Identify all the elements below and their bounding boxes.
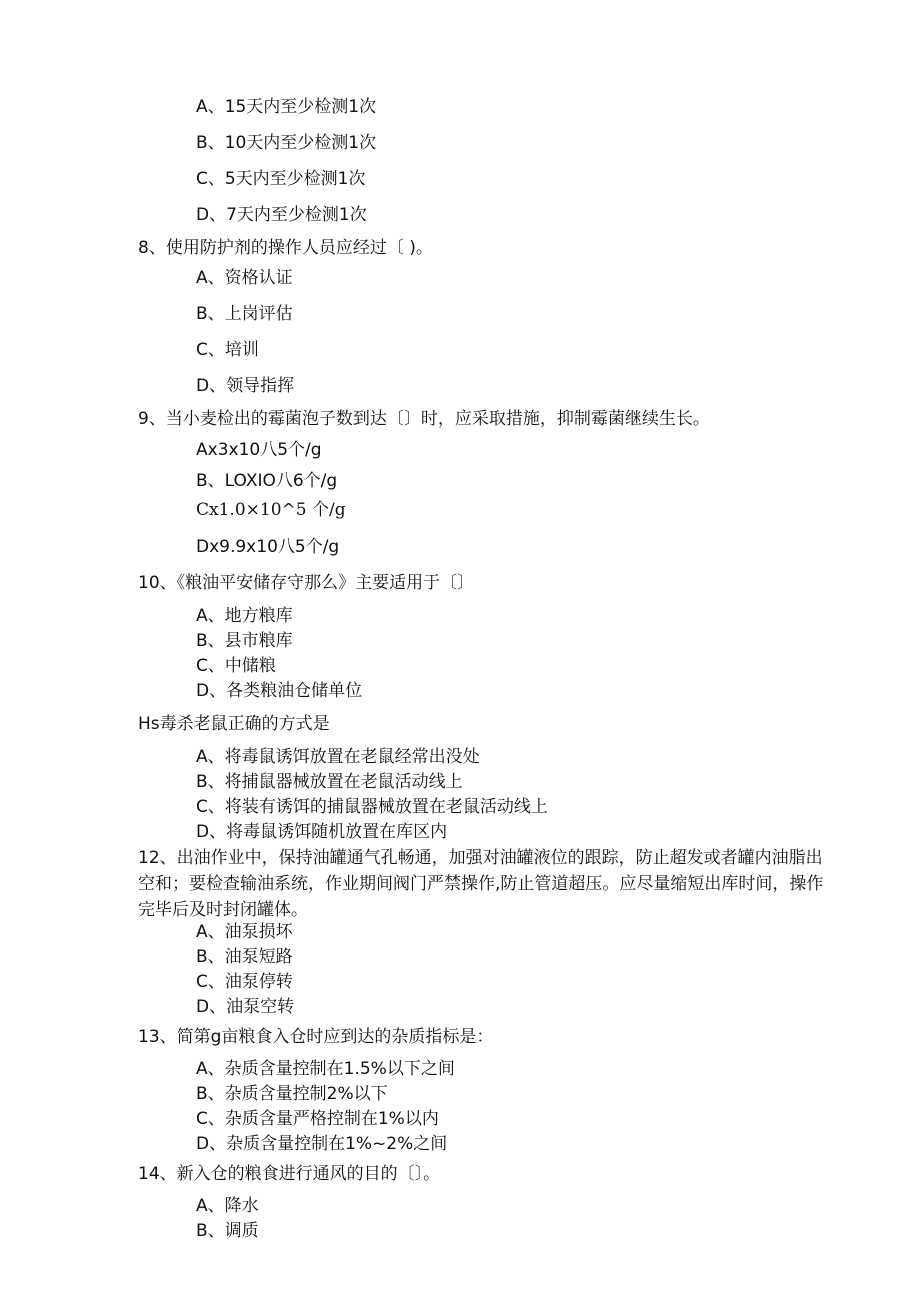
- question-text: 12、出油作业中，保持油罐通气孔畅通，加强对油罐液位的跟踪，防止超发或者罐内油脂出空和；要检查输油系统，作业期间阀门严禁操作,防止管道超压。应尽量缩短出库时间，操作完毕后及时封闭罐体。: [138, 848, 824, 920]
- list-item: D、油泵空转: [196, 997, 295, 1017]
- list-item: A、油泵损坏: [196, 922, 293, 942]
- list-item: B、LOXIO八6个/g: [196, 471, 338, 491]
- list-item: A、15天内至少检测1次: [196, 97, 377, 117]
- question-text: 9、当小麦检出的霉菌泡子数到达〔〕时，应采取措施，抑制霉菌继续生长。: [138, 409, 710, 429]
- list-item: B、上岗评估: [196, 304, 293, 324]
- list-item: A、地方粮库: [196, 606, 293, 626]
- list-item: B、油泵短路: [196, 947, 293, 967]
- list-item: C、杂质含量严格控制在1%以内: [196, 1109, 439, 1129]
- list-item: B、将捕鼠器械放置在老鼠活动线上: [196, 772, 463, 792]
- list-item: C、油泵停转: [196, 972, 293, 992]
- list-item: B、县市粮库: [196, 631, 293, 651]
- list-item: C、5天内至少检测1次: [196, 169, 366, 189]
- question-text: 14、新入仓的粮食进行通风的目的〔〕。: [138, 1164, 441, 1184]
- list-item: D、杂质含量控制在1%~2%之间: [196, 1134, 448, 1154]
- question-text: 13、简第g亩粮食入仓时应到达的杂质指标是：: [138, 1027, 494, 1047]
- list-item: Dx9.9x10八5个/g: [196, 537, 340, 557]
- question-text: 10、《粮油平安储存守那么》主要适用于〔〕: [138, 573, 475, 593]
- list-item: A、将毒鼠诱饵放置在老鼠经常出没处: [196, 747, 480, 767]
- list-item: D、7天内至少检测1次: [196, 205, 367, 225]
- question-text: Hs毒杀老鼠正确的方式是: [138, 714, 330, 734]
- list-item: D、将毒鼠诱饵随机放置在库区内: [196, 822, 448, 842]
- list-item: Ax3x10八5个/g: [196, 440, 322, 460]
- list-item: A、降水: [196, 1196, 259, 1216]
- list-item: C、中储粮: [196, 656, 276, 676]
- list-item: D、各类粮油仓储单位: [196, 681, 363, 701]
- list-item: C、将装有诱饵的捕鼠器械放置在老鼠活动线上: [196, 797, 548, 817]
- list-item: B、调质: [196, 1221, 259, 1241]
- list-item: B、杂质含量控制2%以下: [196, 1084, 388, 1104]
- list-item: A、资格认证: [196, 268, 293, 288]
- list-item: D、领导指挥: [196, 376, 295, 396]
- list-item: C、培训: [196, 340, 259, 360]
- question-text: 8、使用防护剂的操作人员应经过〔 )。: [138, 238, 433, 258]
- list-item: Cx1.0×10^5 个/g: [196, 500, 346, 520]
- list-item: A、杂质含量控制在1.5%以下之间: [196, 1059, 455, 1079]
- list-item: B、10天内至少检测1次: [196, 133, 377, 153]
